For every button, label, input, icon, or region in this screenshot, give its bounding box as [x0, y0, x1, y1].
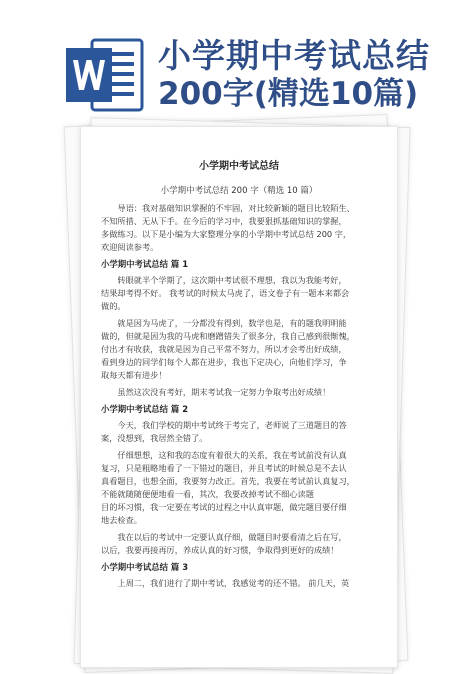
paragraph-line: 结果却考得不好。 我考试的时候太马虎了，语文卷子有一题本来都会 [101, 288, 350, 298]
paragraph-line: 欢迎阅读参考。 [101, 242, 159, 252]
document-body [101, 157, 377, 594]
paragraph-line: 做的。 [101, 301, 126, 311]
paragraph-line: 取每天都有进步！ [101, 370, 167, 380]
section-heading: 小学期中考试总结 篇 2 [101, 404, 189, 414]
paragraph-line: 导语：我对基础知识掌握的不牢固，对比较新颖的题目比较陌生、 [117, 203, 355, 213]
paragraph-line: 多做练习。以下是小编为大家整理分享的小学期中考试总结 200 字， [101, 229, 352, 239]
document-page [80, 126, 398, 668]
preface-paragraph [101, 202, 377, 254]
paragraph-line: 付出才有收获，我就是因为自己平常不努力，所以才会考出好成绩， [101, 344, 347, 354]
paragraph-line: 转眼就半个学期了，这次期中考试很不理想，我以为我能考好， [117, 275, 347, 285]
paragraph-line: 地去检查。 [101, 515, 142, 525]
paragraph-line: 我在以后的考试中一定要认真仔细，做题目时要看清之后在写， [117, 532, 347, 542]
paragraph-line: 以后，我要再接再厉，养成认真的好习惯，争取得到更好的成绩！ [101, 545, 339, 555]
body-paragraph [101, 577, 377, 590]
paragraph-line: 不知所措、无从下手。在今后的学习中，我要狠抓基础知识的掌握， [101, 216, 347, 226]
header-banner [0, 0, 474, 112]
body-paragraph [101, 317, 377, 382]
word-doc-icon [62, 34, 146, 116]
document-preview [0, 118, 474, 669]
document-title: 小学期中考试总结 [199, 161, 279, 172]
body-paragraph [101, 449, 377, 527]
paragraph-line: 仔细想想，这和我的态度有着很大的关系，我在考试前没有认真 [117, 450, 347, 460]
banner-title-line-2: 200字(精选10篇) [158, 76, 419, 112]
body-paragraph [101, 274, 377, 313]
paragraph-line: 做的，但就是因为我的马虎和磨蹭错失了很多分，我自己感到很惭愧， [101, 331, 355, 341]
paragraph-line: 不能就随随便便地看一看，其次，我要改掉考试不细心读题 [101, 489, 314, 499]
paragraph-line: 复习，只是粗略地看了一下错过的题目，并且考试的时候总是不去认 [101, 463, 347, 473]
document-intro: 小学期中考试总结 200 字（精选 10 篇） [160, 186, 318, 196]
paragraph-line: 案，没想到，我居然全错了。 [101, 433, 208, 443]
paragraph-line: 今天，我们学校的期中考试终于考完了，老师说了三道题目的答 [117, 420, 347, 430]
paragraph-line: 就是因为马虎了，一分都没有得到，数学也是，有的题我明明能 [117, 318, 347, 328]
section-heading: 小学期中考试总结 篇 3 [101, 562, 189, 572]
sections-container [101, 258, 377, 590]
paragraph-line: 目的坏习惯，我一定要在考试的过程之中认真审题，做完题目要仔细 [101, 502, 347, 512]
paragraph-line: 看到身边的同学们每个人都在进步，我也下定决心，向他们学习，争 [101, 357, 347, 367]
body-paragraph [101, 531, 377, 557]
paragraph-line: 真看题目，也想全面，我要努力改正。首先，我要在考试前认真复习， [101, 476, 355, 486]
paragraph-line: 上周二，我们进行了期中考试，我感觉考的还不错。 前几天，英 [117, 578, 350, 588]
section-heading: 小学期中考试总结 篇 1 [101, 259, 189, 269]
paragraph-line: 虽然这次没有考好，期末考试我一定努力争取考出好成绩！ [117, 387, 331, 397]
body-paragraph [101, 419, 377, 445]
body-paragraph [101, 386, 377, 399]
banner-title-line-1: 小学期中考试总结 [158, 36, 430, 75]
